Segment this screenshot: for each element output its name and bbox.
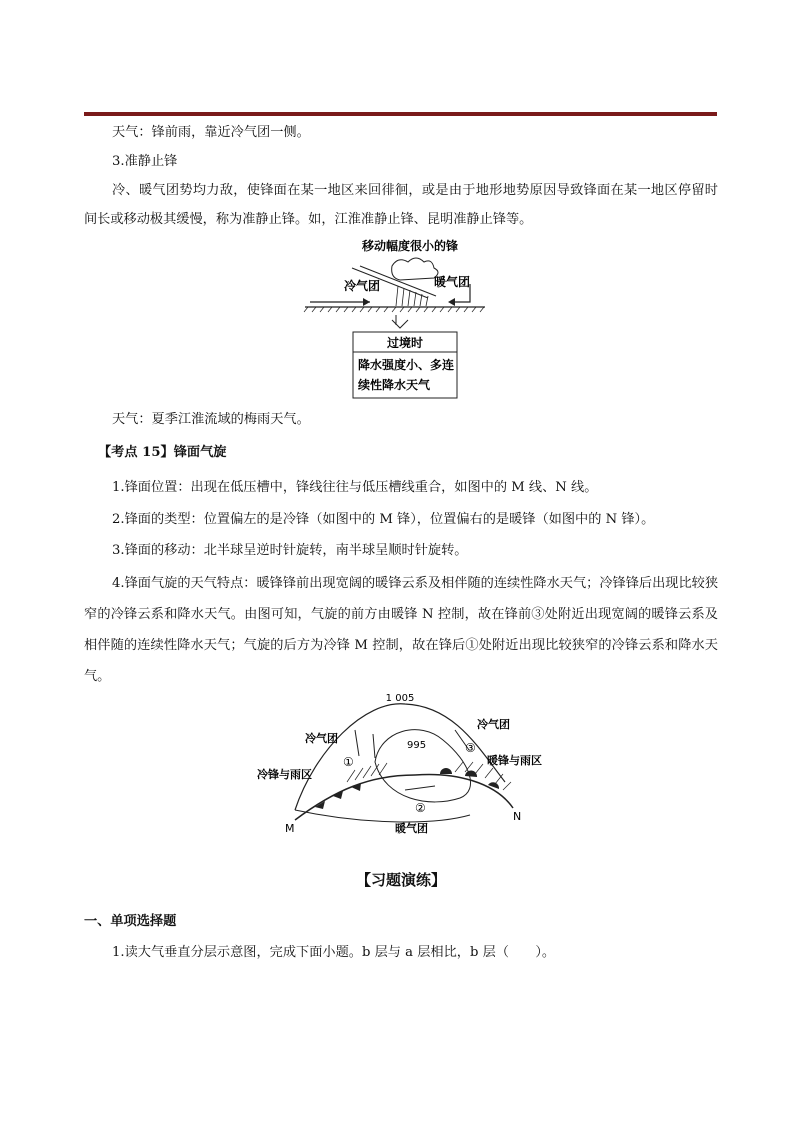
down-arrow-icon bbox=[392, 315, 408, 328]
cold-front-triangles bbox=[315, 783, 361, 809]
question-1: 1.读大气垂直分层示意图，完成下面小题。b 层与 a 层相比，b 层（ ）。 bbox=[112, 945, 556, 960]
fig1-title: 移动幅度很小的锋 bbox=[361, 239, 459, 253]
box-line-2: 续性降水天气 bbox=[358, 378, 431, 392]
warm-front-rain-label: 暖锋与雨区 bbox=[487, 754, 542, 767]
frontal-cyclone-figure bbox=[255, 690, 555, 840]
fig1-warm-label: 暖气团 bbox=[434, 275, 471, 289]
box-line-1: 降水强度小、多连 bbox=[358, 358, 455, 372]
warm-air-label: 暖气团 bbox=[395, 822, 428, 835]
heading-single-choice: 一、单项选择题 bbox=[84, 914, 177, 929]
marker-2: ② bbox=[415, 801, 426, 815]
cold-air-left-label: 冷气团 bbox=[305, 732, 338, 745]
marker-3: ③ bbox=[465, 741, 476, 755]
paragraph-weather-1: 天气：锋前雨，靠近冷气团一侧。 bbox=[112, 125, 310, 140]
list-item-3: 3.锋面的移动：北半球呈逆时针旋转，南半球呈顺时针旋转。 bbox=[112, 543, 468, 558]
heading-exercise: 【习题演练】 bbox=[355, 871, 446, 889]
paragraph-meiyu: 天气：夏季江淮流域的梅雨天气。 bbox=[112, 412, 310, 427]
isobar-outer-lower bbox=[295, 810, 470, 822]
quasi-stationary-front-figure bbox=[300, 232, 500, 402]
header-rule bbox=[84, 112, 717, 116]
cold-air-right-label: 冷气团 bbox=[477, 718, 510, 731]
front-n-label: N bbox=[513, 810, 522, 823]
heading-quasi-stationary-front: 3.准静止锋 bbox=[112, 154, 178, 169]
cloud-icon bbox=[392, 258, 438, 280]
isobar-995-label: 995 bbox=[407, 740, 427, 751]
isobar-1005-label: 1 005 bbox=[385, 693, 415, 704]
wind-arrows bbox=[355, 730, 469, 790]
cold-air-arrowhead bbox=[363, 298, 370, 306]
fig1-cold-label: 冷气团 bbox=[344, 279, 381, 293]
list-item-2: 2.锋面的类型：位置偏左的是冷锋（如图中的 M 锋），位置偏右的是暖锋（如图中的 N 锋）。 bbox=[112, 512, 655, 527]
box-top-label: 过境时 bbox=[386, 336, 424, 350]
warm-air-arrowhead bbox=[448, 298, 455, 306]
list-item-1: 1.锋面位置：出现在低压槽中，锋线往往与低压槽线重合，如图中的 M 线、N 线。 bbox=[112, 480, 598, 495]
ground-hatch bbox=[304, 307, 484, 312]
list-item-4: 4.锋面气旋的天气特点：暖锋锋前出现宽阔的暖锋云系及相伴随的连续性降水天气；冷锋锋后出现比较狭窄的冷锋云系和降水天气。由图可知，气旋的前方由暖锋 N 控制，故在锋前③处附近出现宽阔的暖锋云系及相伴随的连续性降水天气；气旋的后方为冷锋 M 控制，故在锋后①处附近出现比较狭窄的冷锋云系和降水天气。 bbox=[84, 576, 719, 684]
cold-front-rain-label: 冷锋与雨区 bbox=[257, 768, 312, 781]
front-m-label: M bbox=[285, 822, 295, 835]
heading-kaodian-15: 【考点 15】锋面气旋 bbox=[98, 445, 227, 460]
paragraph-quasi-stationary-description: 冷、暖气团势均力敌，使锋面在某一地区来回徘徊，或是由于地形地势原因导致锋面在某一地区停留时间长或移动极其缓慢，称为准静止锋。如，江淮准静止锋、昆明准静止锋等。 bbox=[84, 183, 718, 227]
marker-1: ① bbox=[343, 755, 354, 769]
